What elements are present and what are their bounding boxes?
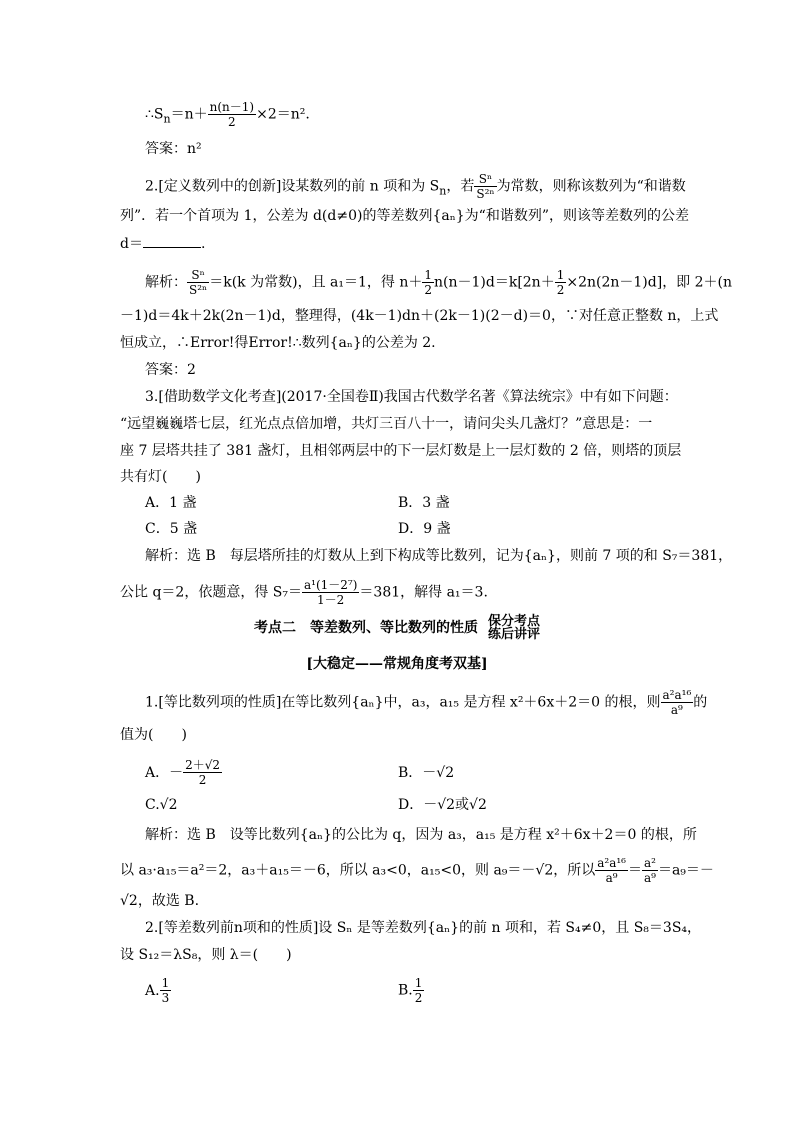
q1-solution-line-2: [120, 856, 714, 885]
text: ＝381，解得 a₁＝3.: [359, 584, 488, 601]
section-heading: [0, 615, 794, 641]
text: 解析：: [145, 274, 187, 291]
text: 为常数，则称该数列为“和谐数: [496, 178, 686, 195]
denominator: S²ⁿ: [189, 283, 208, 297]
fraction: [555, 268, 567, 297]
numerator: a²a¹⁶: [662, 688, 692, 702]
q1-solution-line-3: √2，故选 B.: [120, 893, 200, 909]
text: ×2n(2n－1)d]: [566, 274, 663, 291]
text: .: [200, 236, 206, 252]
denominator: 2: [424, 283, 432, 297]
fraction: [302, 578, 359, 607]
q2-options-row-1: [145, 976, 680, 1005]
text: [2n＋: [517, 274, 555, 291]
fraction: [187, 268, 209, 297]
solution-2-line-1: [145, 268, 733, 297]
numerator: a²: [643, 856, 656, 870]
q1-option-d: D．－√2或√2: [398, 797, 487, 813]
q2-line-2: 设 S₁₂＝λS₈，则 λ＝( ): [120, 947, 292, 963]
fraction: [208, 100, 256, 129]
section-side-label: [488, 615, 540, 641]
text: 公比 q＝2，依题意，得 S₇＝: [120, 584, 302, 601]
section-title: 考点二 等差数列、等比数列的性质: [253, 620, 478, 636]
q1-line-2: 值为( ): [120, 727, 187, 743]
answer-blank: [143, 235, 201, 248]
q2-option-a: [145, 976, 171, 1005]
text: n: [439, 184, 447, 198]
answer-1: 答案：n²: [145, 141, 202, 157]
fraction: [422, 268, 434, 297]
denominator: 2: [228, 115, 236, 129]
text: 以 a₃·a₁₅＝a²＝2，a₃＋a₁₅＝－6，所以 a₃<0，a₁₅<0，则 a₉＝－√2，所以: [120, 862, 596, 879]
options-row-2: [145, 518, 680, 540]
option-a: A．1 盏: [145, 495, 197, 511]
solution-3-line-1: 解析：选 B 每层塔所挂的灯数从上到下构成等比数列，记为{aₙ}，则前 7 项的和 S₇＝381，: [145, 548, 733, 564]
fraction: [413, 976, 425, 1005]
q2-option-b: [398, 976, 424, 1005]
question-3-line-3: 座 7 层塔共挂了 381 盏灯，且相邻两层中的下一层灯数是上一层灯数的 2 倍，则塔的顶层: [120, 443, 682, 459]
numerator: 1: [161, 976, 170, 990]
text: 的: [693, 694, 708, 711]
q1-options-row-1: [145, 758, 680, 787]
solution-2-line-2: －1)d＝4k＋2k(2n－1)d，整理得，(4k－1)dn＋(2k－1)(2－d)＝0，∵对任意正整数 n，上式: [120, 308, 719, 324]
numerator: 1: [556, 268, 565, 282]
question-3-line-1: 3.[借助数学文化考查](2017·全国卷Ⅱ)我国古代数学名著《算法统宗》中有如下问题：: [145, 389, 678, 405]
text: n: [163, 112, 171, 126]
section-subtitle: [大稳定——常规角度考双基]: [306, 656, 488, 672]
numerator: 1: [414, 976, 423, 990]
numerator: Sⁿ: [474, 172, 496, 187]
fraction: [160, 976, 172, 1005]
question-3-line-4: 共有灯( ): [120, 469, 201, 485]
denominator: a⁹: [670, 703, 683, 717]
q1-option-c: C.√2: [145, 797, 178, 813]
numerator: a²a¹⁶: [597, 856, 626, 870]
option-c: C．5 盏: [145, 521, 198, 537]
text: ，即 2＋(n: [662, 274, 733, 291]
text: B.: [398, 982, 413, 999]
denominator: a⁹: [605, 871, 618, 885]
q1-option-a: [145, 758, 222, 787]
text: 2.[定义数列中的创新]设某数列的前 n 项和为 S: [145, 178, 440, 195]
text: 练后讲评: [487, 627, 540, 642]
fraction: [642, 856, 658, 885]
q2-line-1: 2.[等差数列前n项和的性质]设 Sₙ 是等差数列{aₙ}的前 n 项和，若 S₄≠0，且 S₈＝3S₄，: [145, 920, 702, 936]
text: 1.[等比数列项的性质]在等比数列{aₙ}中，a₃，a₁₅ 是方程 x²＋6x＋2＝0 的根，则: [145, 694, 661, 711]
numerator: 2＋√2: [185, 758, 221, 772]
text: n(n－1)d＝k: [434, 274, 518, 291]
denominator: 3: [161, 991, 170, 1005]
question-2-line-2: 列”．若一个首项为 1，公差为 d(d≠0)的等差数列{aₙ}为“和谐数列”，则该等差数列的公差: [120, 208, 689, 224]
q1-solution-line-1: 解析：选 B 设等比数列{aₙ}的公比为 q，因为 a₃，a₁₅ 是方程 x²＋6x＋2＝0 的根，所: [145, 827, 697, 843]
denominator: 1－2: [317, 593, 345, 607]
question-2-line-1: [145, 172, 686, 202]
denominator: 2: [198, 773, 207, 787]
q1-option-b: B．－√2: [398, 765, 455, 781]
text: 保分考点: [487, 614, 540, 629]
denominator: a⁹: [643, 871, 656, 885]
solution-2-line-3: 恒成立，∴Error!得Error!∴数列{aₙ}的公差为 2.: [120, 335, 436, 351]
solution-3-line-2: [120, 578, 680, 607]
text: A．－: [145, 764, 184, 781]
question-2-line-3: [120, 233, 680, 255]
text: ＝n＋: [170, 106, 208, 123]
denominator: 2: [556, 283, 565, 297]
question-3-line-2: “远望巍巍塔七层，红光点点倍加增，共灯三百八十一，请问尖头几盏灯？”意思是：一: [120, 416, 653, 432]
text: ，若: [446, 178, 475, 195]
answer-2: 答案：2: [145, 362, 196, 378]
option-d: D．9 盏: [398, 521, 451, 537]
fraction: [595, 856, 628, 885]
sum-formula-line: [145, 100, 680, 130]
fraction: [474, 172, 496, 201]
text: ＝: [627, 862, 642, 879]
numerator: Sⁿ: [187, 268, 209, 283]
denominator: 2: [414, 991, 423, 1005]
text: ×2＝n².: [256, 106, 310, 123]
numerator: 1: [424, 268, 432, 282]
numerator: a¹(1－2⁷): [303, 578, 358, 592]
text: ＝a₉＝－: [657, 862, 714, 879]
option-b: B．3 盏: [398, 495, 450, 511]
numerator: n(n－1): [209, 100, 255, 114]
denominator: S²ⁿ: [476, 187, 495, 201]
fraction: [661, 688, 694, 717]
text: ∴S: [145, 106, 164, 123]
q1-options-row-2: [145, 794, 680, 816]
text: ＝k(k 为常数)，且 a₁＝1，得 n＋: [209, 274, 423, 291]
text: d＝: [120, 236, 143, 252]
options-row-1: [145, 492, 680, 514]
q1-line-1: [145, 688, 708, 717]
text: A.: [145, 982, 160, 999]
fraction: [183, 758, 222, 787]
